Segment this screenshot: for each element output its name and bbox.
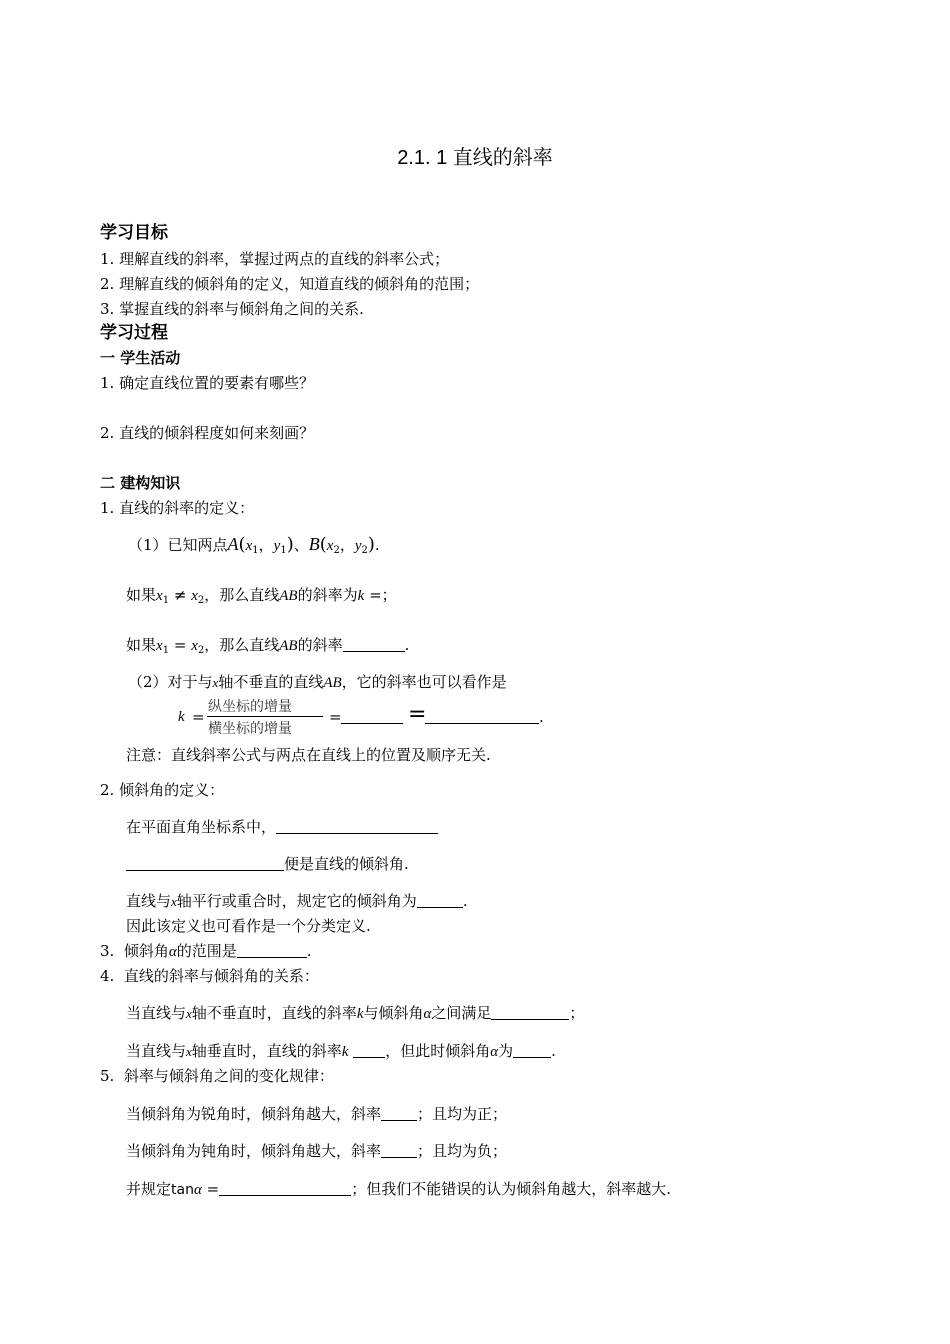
x1-var: x (245, 538, 253, 554)
formula-eq-big: = (408, 702, 427, 727)
rel1-pre: 当直线与 (126, 1004, 187, 1022)
rule-line-3 (126, 1180, 671, 1199)
slope-def-label: 1. 直线的斜率的定义： (100, 499, 255, 517)
range-end: . (306, 942, 312, 960)
rel2-k: k (341, 1044, 349, 1060)
rule3-alpha: α (193, 1182, 202, 1198)
point-a: A (227, 534, 239, 554)
goal-item-3: 3. 掌握直线的斜率与倾斜角之间的关系. (100, 300, 364, 318)
cond2-x1: x (156, 638, 163, 654)
cond1-x1: x (156, 588, 163, 604)
rule1-pre: 当倾斜角为锐角时，倾斜角越大，斜率 (126, 1105, 382, 1123)
alt-def-ab: AB (323, 675, 342, 691)
range-num: 3. (100, 942, 115, 960)
rel1-mid: 轴不垂直时，直线的斜率 (191, 1004, 357, 1022)
rule3-eq: = (206, 1180, 220, 1198)
incline-line-3-end: . (462, 892, 468, 910)
range-alpha: α (168, 944, 177, 960)
goals-heading: 学习目标 (100, 223, 168, 243)
incline-line-1 (126, 818, 438, 836)
relation-line-2 (126, 1042, 556, 1061)
cond1-post: 的斜率为 (297, 586, 358, 604)
formula-eq: = (192, 708, 205, 726)
rel2-x: x (186, 1044, 192, 1059)
rule3-pre: 并规定 (126, 1180, 172, 1198)
incline-line-3-x: x (171, 894, 177, 909)
incline-def-label: 2. 倾斜角的定义： (100, 781, 225, 799)
condition-1-line (126, 586, 397, 607)
alt-def-x: x (212, 675, 219, 690)
process-heading: 学习过程 (100, 323, 168, 343)
cond2-post: 的斜率 (297, 636, 343, 654)
formula-dot: . (539, 708, 544, 726)
relation-line-1 (126, 1004, 584, 1023)
x2-sub: 2 (333, 545, 340, 556)
formula-blank-2-wrap (425, 708, 544, 726)
rel1-end: ； (569, 1004, 585, 1022)
rel2-end: . (551, 1042, 556, 1060)
rel1-alpha: α (423, 1006, 432, 1022)
rel2-blank-1[interactable] (353, 1043, 385, 1058)
part2-heading: 二 建构知识 (100, 474, 181, 492)
incline-blank-1[interactable] (276, 819, 438, 834)
rule2-post: ；且均为负； (417, 1142, 508, 1160)
rel1-post: 之间满足 (431, 1004, 492, 1022)
cond1-x2: x (191, 588, 198, 604)
rule-line-1 (126, 1105, 507, 1123)
cond2-ab: AB (279, 638, 298, 654)
alt-def-mid: 轴不垂直的直线 (218, 673, 324, 691)
rel2-mid: 轴垂直时，直线的斜率 (191, 1042, 342, 1060)
formula-k: k (178, 709, 185, 725)
rule1-post: ；且均为正； (417, 1105, 508, 1123)
rel2-blank-2[interactable] (513, 1043, 551, 1058)
cond1-ab: AB (279, 588, 298, 604)
rule-label-text: 斜率与倾斜角之间的变化规律： (123, 1067, 334, 1085)
rel2-mid2: ，但此时倾斜角 (385, 1042, 491, 1060)
alt-def-pre: （2）对于与 (128, 673, 213, 691)
incline-line-2 (126, 855, 409, 873)
cond2-x2: x (191, 638, 198, 654)
range-line (100, 942, 312, 961)
cond1-rel: ≠ (173, 586, 187, 604)
range-pre: 倾斜角 (123, 942, 169, 960)
x1-sub: 1 (252, 545, 259, 556)
goal-item-1: 1. 理解直线的斜率，掌握过两点的直线的斜率公式； (100, 250, 450, 268)
question-1: 1. 确定直线位置的要素有哪些？ (100, 374, 315, 392)
incline-line-3-pre: 直线与 (126, 892, 172, 910)
formula-eq-2: = (329, 708, 342, 726)
alt-def-post: ，它的斜率也可以看作是 (341, 673, 507, 691)
incline-line-3-post: 轴平行或重合时，规定它的倾斜角为 (176, 892, 417, 910)
comma-1: ， (258, 536, 274, 554)
relation-label-text: 直线的斜率与倾斜角的关系： (123, 967, 319, 985)
incline-line-3 (126, 892, 468, 910)
comma-2: ， (339, 536, 355, 554)
relation-label (100, 967, 319, 985)
x2-var: x (326, 538, 334, 554)
incline-line-4: 因此该定义也可看作是一个分类定义. (126, 917, 371, 935)
condition-2-line (126, 636, 409, 657)
cond2-x2-sub: 2 (197, 645, 205, 656)
incline-blank-2[interactable] (126, 856, 284, 871)
page-title: 2.1. 1 直线的斜率 (397, 147, 553, 169)
y1-var: y (273, 538, 281, 554)
goal-item-2: 2. 理解直线的倾斜角的定义，知道直线的倾斜角的范围； (100, 275, 480, 293)
incline-line-2-text: 便是直线的倾斜角. (284, 855, 409, 873)
y1-sub: 1 (280, 545, 287, 556)
cond2-end: . (404, 636, 410, 654)
fraction-numerator: 纵坐标的增量 (208, 699, 292, 715)
rule2-pre: 当倾斜角为钝角时，倾斜角越大，斜率 (126, 1142, 382, 1160)
cond1-x2-sub: 2 (197, 595, 205, 606)
question-2: 2. 直线的倾斜程度如何来刻画？ (100, 424, 315, 442)
rel1-mid2: 与倾斜角 (363, 1004, 424, 1022)
rule-label (100, 1067, 334, 1085)
rel2-alpha: α (490, 1044, 499, 1060)
rel1-blank[interactable] (491, 1005, 569, 1020)
rule3-tan: tan (171, 1182, 194, 1198)
cond2-pre: 如果 (126, 636, 157, 654)
rel1-k: k (356, 1006, 364, 1022)
rule-line-2 (126, 1142, 507, 1160)
rule3-post: ；但我们不能错误的认为倾斜角越大，斜率越大. (351, 1180, 671, 1198)
cond2-mid: ，那么直线 (204, 636, 280, 654)
cond1-mid: ，那么直线 (204, 586, 280, 604)
incline-blank-3[interactable] (417, 893, 463, 908)
note: 注意：直线斜率公式与两点在直线上的位置及顺序无关. (126, 746, 491, 764)
points-intro: （1）已知两点 (128, 536, 228, 554)
range-post: 的范围是 (176, 942, 237, 960)
y2-sub: 2 (361, 545, 368, 556)
cond2-rel: = (173, 636, 187, 654)
points-end: . (374, 536, 380, 554)
rel2-pre: 当直线与 (126, 1042, 187, 1060)
formula-blank-2[interactable] (425, 709, 539, 724)
cond1-k: k (357, 588, 365, 604)
formula-blank-1-wrap (341, 708, 403, 726)
fraction-denominator: 横坐标的增量 (208, 721, 292, 737)
fraction-bar (207, 716, 323, 717)
relation-num: 4. (100, 967, 115, 985)
points-sep: 、 (293, 536, 309, 554)
rel2-post: 为 (498, 1042, 514, 1060)
incline-line-1-text: 在平面直角坐标系中， (126, 818, 277, 836)
rule-num: 5. (100, 1067, 115, 1085)
formula-blank-1[interactable] (341, 709, 403, 724)
rule1-blank[interactable] (381, 1106, 417, 1121)
alt-def-line (128, 673, 507, 692)
points-line: （1）已知两点$A(x_1$，$y_1$)、$B(x_2$，$y_2$). (128, 534, 380, 556)
cond1-x1-sub: 1 (162, 595, 170, 606)
rule2-blank[interactable] (381, 1143, 417, 1158)
range-blank[interactable] (237, 943, 307, 958)
cond1-end: ； (381, 586, 397, 604)
cond1-pre: 如果 (126, 586, 157, 604)
cond2-blank[interactable] (343, 637, 405, 652)
cond1-eq: = (369, 586, 382, 604)
y2-var: y (354, 538, 362, 554)
cond2-x1-sub: 1 (162, 645, 170, 656)
rel1-x: x (186, 1006, 192, 1021)
point-b: B (308, 534, 320, 554)
rule3-blank[interactable] (219, 1181, 351, 1196)
part1-heading: 一 学生活动 (100, 349, 181, 367)
